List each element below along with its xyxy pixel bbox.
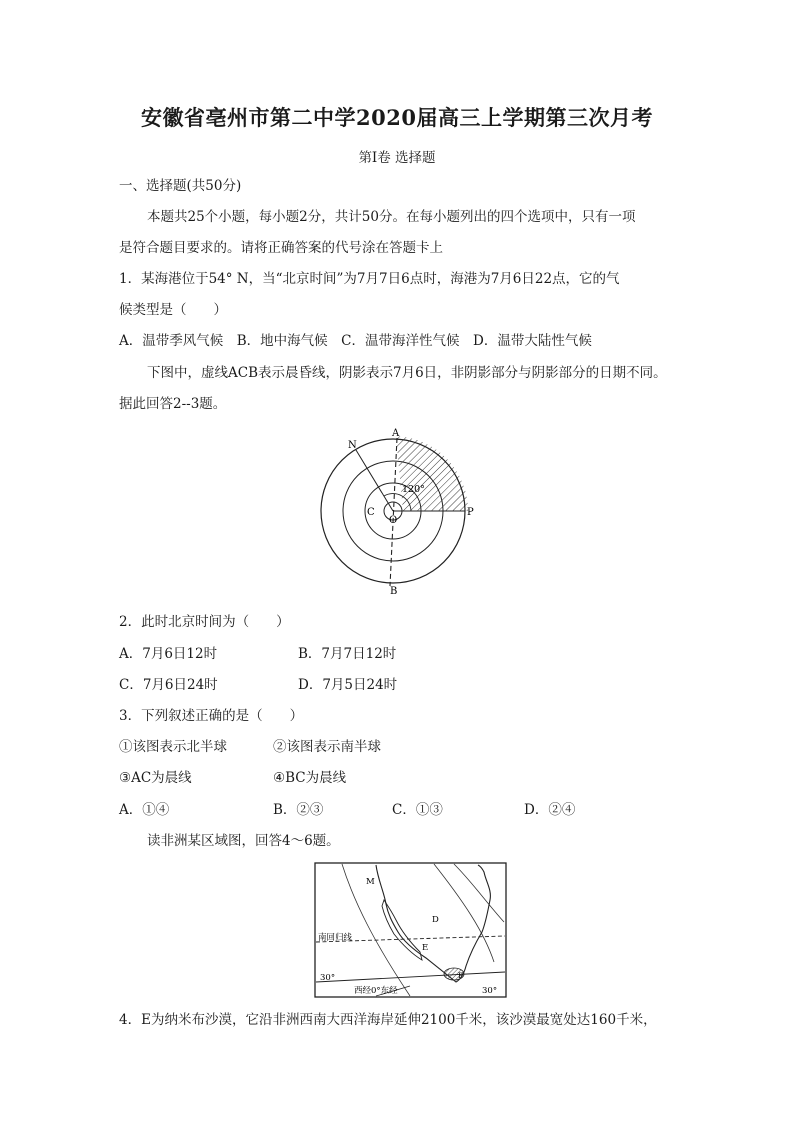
question-3-option-b: B．②③ <box>273 802 324 818</box>
question-2-option-a: A．7月6日12时 <box>119 646 218 662</box>
question-2-option-c: C．7月6日24时 <box>119 677 218 693</box>
label-n: N <box>348 440 357 451</box>
label-lat30: 30° <box>320 973 336 983</box>
section-heading: 一、选择题(共50分) <box>119 178 242 194</box>
question-3-option-d: D．②④ <box>524 802 576 818</box>
section-subtitle: 第Ⅰ卷 选择题 <box>358 150 436 166</box>
label-meridian: 西经0°东经 <box>354 986 398 996</box>
label-tropic: 南回归线 <box>318 933 353 943</box>
question-3-statement-4: ④BC为晨线 <box>273 770 347 786</box>
question-3-option-a: A．①④ <box>119 802 170 818</box>
question-3-statement-2: ②该图表示南半球 <box>273 739 381 755</box>
question-1-options: A．温带季风气候 B．地中海气候 C．温带海洋性气候 D．温带大陆性气候 <box>119 333 592 349</box>
question-3-statement-1: ①该图表示北半球 <box>119 739 227 755</box>
intro-4-6: 读非洲某区域图，回答4～6题。 <box>147 833 340 849</box>
label-lat30-right: 30° <box>482 986 498 996</box>
question-3-statement-3: ③AC为晨线 <box>119 770 192 786</box>
label-e: E <box>422 943 429 953</box>
label-d: D <box>432 915 439 925</box>
question-2-option-d: D．7月5日24时 <box>298 677 398 693</box>
intro-2-3-line-1: 下图中，虚线ACB表示晨昏线，阴影表示7月6日，非阴影部分与阴影部分的日期不同。 <box>147 365 667 381</box>
instructions-line-2: 是符合题目要求的。请将正确答案的代号涂在答题卡上 <box>119 240 443 256</box>
label-angle: 120° <box>402 484 425 495</box>
question-2-option-b: B．7月7日12时 <box>298 646 397 662</box>
question-1-stem-line-1: 1．某海港位于54° N，当“北京时间”为7月7日6点时，海港为7月6日22点，它的气 <box>119 271 620 287</box>
label-a: A <box>392 428 400 439</box>
label-b: B <box>390 586 398 596</box>
instructions-line-1: 本题共25个小题，每小题2分，共计50分。在每小题列出的四个选项中，只有一项 <box>147 209 636 225</box>
label-c: C <box>367 507 375 518</box>
label-p: P <box>467 507 474 518</box>
africa-region-map-figure <box>314 862 507 998</box>
intro-2-3-line-2: 据此回答2--3题。 <box>119 396 227 412</box>
question-4-stem: 4．E为纳米布沙漠，它沿非洲西南大西洋海岸延伸2100千米，该沙漠最宽处达160千米， <box>119 1012 657 1028</box>
question-2-stem: 2．此时北京时间为（ ） <box>119 614 290 630</box>
page-title: 安徽省亳州市第二中学2020届高三上学期第三次月考 <box>141 105 653 130</box>
question-3-option-c: C．①③ <box>392 802 443 818</box>
polar-diagram-figure <box>318 426 488 596</box>
question-3-stem: 3．下列叙述正确的是（ ） <box>119 708 304 724</box>
label-m: M <box>366 877 375 887</box>
question-1-stem-line-2: 候类型是（ ） <box>119 302 227 318</box>
label-o: O <box>389 515 398 526</box>
label-f: F <box>458 971 464 980</box>
radius-on <box>356 450 393 511</box>
